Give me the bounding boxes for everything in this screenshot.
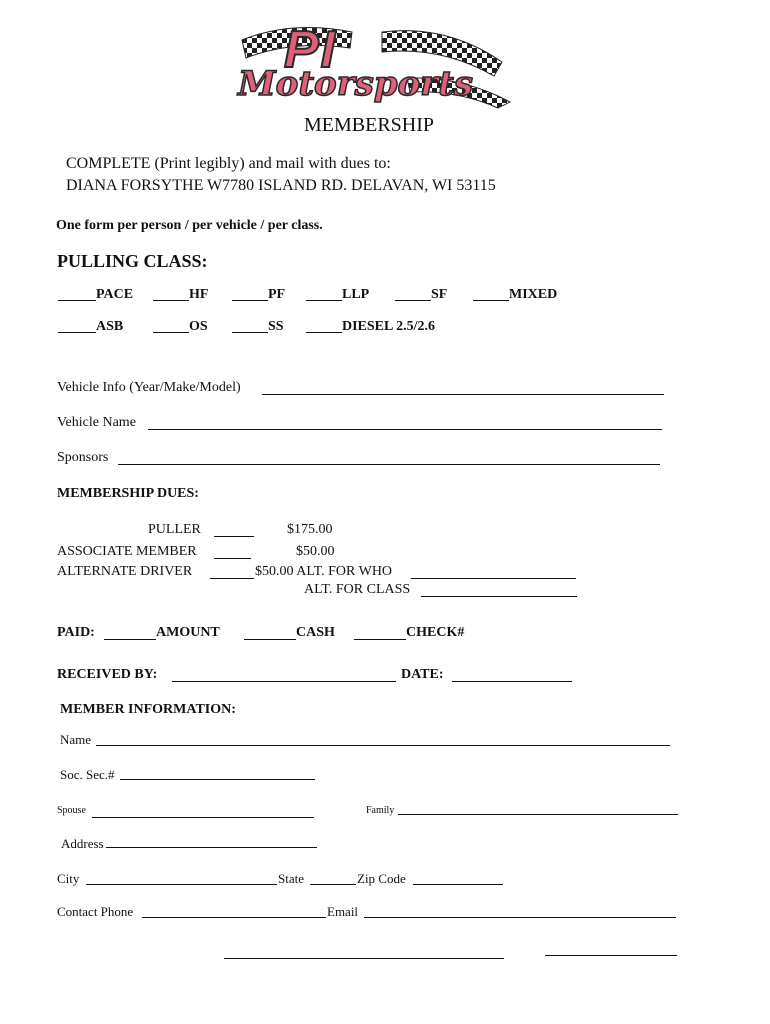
alternate-check-field[interactable] bbox=[210, 578, 254, 579]
sponsors-field[interactable] bbox=[118, 464, 660, 465]
logo bbox=[232, 18, 517, 110]
logo-pi-text: PI bbox=[284, 21, 338, 79]
email-field[interactable] bbox=[364, 917, 676, 918]
alt-class-label: ALT. FOR CLASS bbox=[304, 582, 411, 597]
zip-field[interactable] bbox=[413, 884, 503, 885]
received-by-field[interactable] bbox=[172, 681, 396, 682]
puller-check-field[interactable] bbox=[214, 536, 254, 537]
class-hf[interactable]: HF bbox=[189, 287, 209, 302]
zip-label: Zip Code bbox=[357, 871, 406, 886]
class-asb[interactable]: ASB bbox=[96, 319, 124, 334]
class-mixed[interactable]: MIXED bbox=[509, 287, 558, 302]
alternate-label: ALTERNATE DRIVER bbox=[57, 564, 193, 579]
paid-amount-field[interactable] bbox=[104, 639, 156, 640]
class-pace[interactable]: PACE bbox=[96, 287, 134, 302]
member-info-heading: MEMBER INFORMATION: bbox=[60, 702, 236, 717]
one-form-note: One form per person / per vehicle / per class. bbox=[56, 218, 323, 233]
alt-for-who-field[interactable] bbox=[411, 578, 576, 579]
associate-check-field[interactable] bbox=[214, 558, 251, 559]
vehicle-info-field[interactable] bbox=[262, 394, 664, 395]
vehicle-name-label: Vehicle Name bbox=[57, 415, 136, 430]
instructions-line-1: COMPLETE (Print legibly) and mail with dues to: bbox=[66, 155, 391, 172]
alternate-amount: $50.00 ALT. FOR WHO bbox=[255, 564, 393, 579]
received-by-label: RECEIVED BY: bbox=[57, 667, 158, 682]
city-label: City bbox=[57, 871, 80, 886]
ssn-label: Soc. Sec.# bbox=[60, 767, 115, 782]
instructions-line-2: DIANA FORSYTHE W7780 ISLAND RD. DELAVAN, WI 53115 bbox=[66, 177, 496, 194]
paid-check-field[interactable] bbox=[354, 639, 406, 640]
paid-label: PAID: bbox=[57, 625, 95, 640]
ssn-field[interactable] bbox=[120, 779, 315, 780]
logo-motorsports-text: Motorsports bbox=[238, 64, 473, 104]
pulling-class-heading: PULLING CLASS: bbox=[57, 251, 208, 271]
alt-class-field[interactable] bbox=[421, 596, 577, 597]
family-label: Family bbox=[366, 805, 395, 816]
city-field[interactable] bbox=[86, 884, 277, 885]
vehicle-info-label: Vehicle Info (Year/Make/Model) bbox=[57, 380, 241, 395]
paid-cash-label: CASH bbox=[296, 625, 335, 640]
class-pf[interactable]: PF bbox=[268, 287, 286, 302]
email-label: Email bbox=[327, 904, 359, 919]
associate-label: ASSOCIATE MEMBER bbox=[57, 544, 197, 559]
spouse-field[interactable] bbox=[92, 817, 314, 818]
dues-heading: MEMBERSHIP DUES: bbox=[57, 486, 199, 501]
signature-date-line[interactable] bbox=[545, 955, 677, 956]
sponsors-label: Sponsors bbox=[57, 450, 109, 465]
name-field[interactable] bbox=[96, 745, 670, 746]
date-field[interactable] bbox=[452, 681, 572, 682]
paid-cash-field[interactable] bbox=[244, 639, 296, 640]
phone-field[interactable] bbox=[142, 917, 326, 918]
state-field[interactable] bbox=[310, 884, 356, 885]
paid-check-label: CHECK# bbox=[406, 625, 465, 640]
class-os[interactable]: OS bbox=[189, 319, 208, 334]
puller-label: PULLER bbox=[148, 522, 201, 537]
date-label: DATE: bbox=[401, 667, 444, 682]
class-llp[interactable]: LLP bbox=[342, 287, 370, 302]
puller-amount: $175.00 bbox=[287, 522, 333, 537]
signature-line[interactable] bbox=[224, 958, 504, 959]
class-ss[interactable]: SS bbox=[268, 319, 284, 334]
name-label: Name bbox=[60, 732, 92, 747]
paid-amount-label: AMOUNT bbox=[156, 625, 220, 640]
spouse-label: Spouse bbox=[57, 805, 86, 816]
address-field[interactable] bbox=[106, 847, 317, 848]
vehicle-name-field[interactable] bbox=[148, 429, 662, 430]
page-title: MEMBERSHIP bbox=[304, 114, 435, 136]
class-sf[interactable]: SF bbox=[431, 287, 448, 302]
associate-amount: $50.00 bbox=[296, 544, 335, 559]
class-diesel[interactable]: DIESEL 2.5/2.6 bbox=[342, 319, 435, 334]
address-label: Address bbox=[61, 836, 104, 851]
family-field[interactable] bbox=[398, 814, 678, 815]
state-label: State bbox=[278, 871, 304, 886]
phone-label: Contact Phone bbox=[57, 904, 134, 919]
